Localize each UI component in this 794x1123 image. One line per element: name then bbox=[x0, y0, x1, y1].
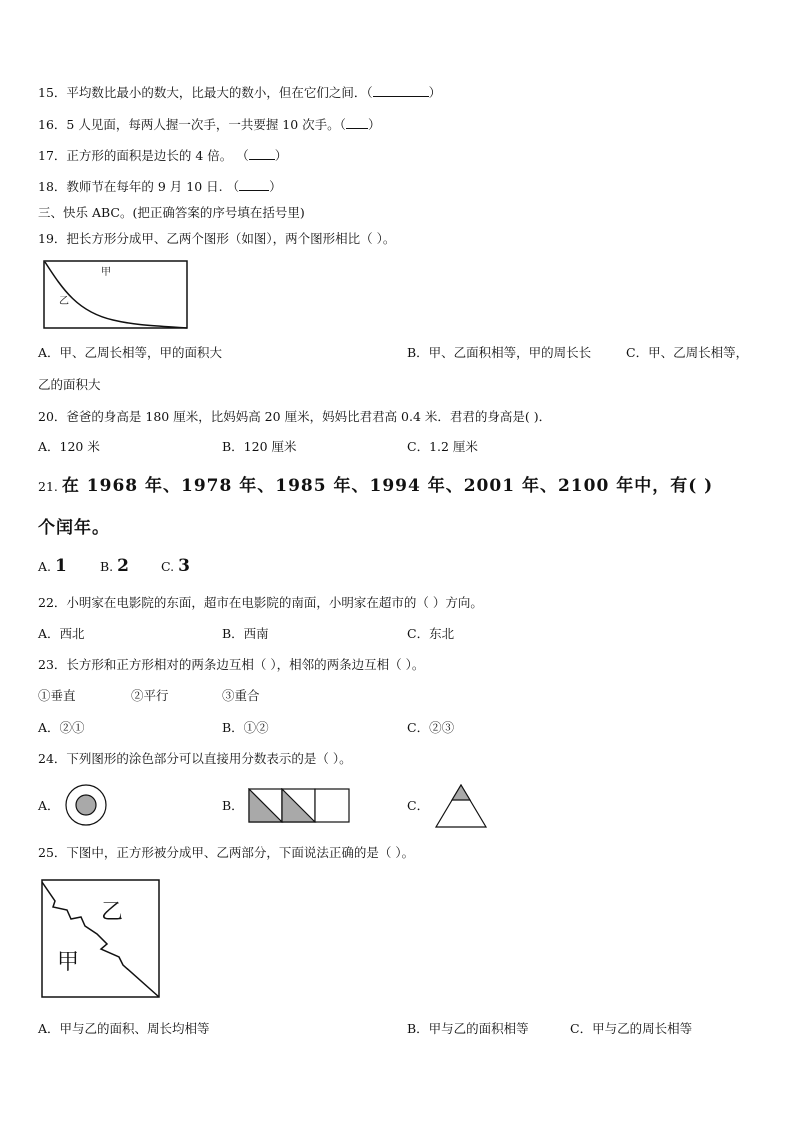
option-a[interactable]: A． bbox=[38, 798, 60, 813]
question-16-text: 16．5 人见面，每两人握一次手，一共要握 10 次手。（ bbox=[38, 117, 346, 132]
option-c[interactable]: C．甲与乙的周长相等 bbox=[570, 1021, 693, 1036]
choice-1: ①垂直 bbox=[38, 688, 76, 703]
option-c-continued: 乙的面积大 bbox=[38, 377, 101, 392]
label-yi: 乙 bbox=[101, 900, 124, 925]
option-a[interactable]: A．②① bbox=[38, 720, 85, 735]
question-15 bbox=[38, 83, 441, 101]
question-22-text: 22．小明家在电影院的东面，超市在电影院的南面，小明家在超市的（ ）方向。 bbox=[38, 595, 483, 610]
option-b[interactable]: B．甲、乙面积相等，甲的周长长 bbox=[407, 345, 592, 360]
option-label: C. bbox=[161, 559, 175, 574]
label-yi: 乙 bbox=[59, 296, 69, 307]
option-c[interactable]: C．②③ bbox=[407, 720, 455, 735]
option-a[interactable]: A．西北 bbox=[38, 626, 85, 641]
question-17-text: 17．正方形的面积是边长的 4 倍。 （ bbox=[38, 148, 249, 163]
square-split-figure bbox=[41, 879, 161, 999]
option-b[interactable] bbox=[100, 556, 130, 576]
choice-3: ③重合 bbox=[222, 688, 260, 703]
answer-blank[interactable] bbox=[239, 178, 269, 191]
option-c[interactable]: C．东北 bbox=[407, 626, 455, 641]
option-value: 1 bbox=[55, 556, 68, 576]
option-value: 3 bbox=[178, 556, 191, 576]
question-20-text: 20．爸爸的身高是 180 厘米，比妈妈高 20 厘米，妈妈比君君高 0.4 米．君君的身高是( )． bbox=[38, 409, 552, 424]
option-value: 2 bbox=[117, 556, 130, 576]
question-number: 21. bbox=[38, 479, 58, 494]
option-label: A. bbox=[38, 559, 52, 574]
option-label: B. bbox=[100, 559, 114, 574]
option-a[interactable] bbox=[38, 556, 68, 576]
option-b[interactable]: B． bbox=[222, 798, 244, 813]
question-16 bbox=[38, 115, 380, 133]
choice-2: ②平行 bbox=[131, 688, 169, 703]
paren-close: ） bbox=[428, 85, 442, 100]
answer-blank[interactable] bbox=[373, 84, 429, 97]
option-a[interactable]: A．甲与乙的面积、周长均相等 bbox=[38, 1021, 210, 1036]
option-b[interactable]: B．①② bbox=[222, 720, 269, 735]
question-19-text: 19．把长方形分成甲、乙两个图形（如图），两个图形相比（ ）。 bbox=[38, 231, 396, 246]
question-24-text: 24．下列图形的涂色部分可以直接用分数表示的是（ ）。 bbox=[38, 751, 352, 766]
question-25-text: 25．下图中，正方形被分成甲、乙两部分，下面说法正确的是（ ）。 bbox=[38, 845, 415, 860]
triangles-in-squares-figure bbox=[248, 788, 352, 824]
question-17 bbox=[38, 146, 287, 164]
paren-close: ） bbox=[269, 179, 282, 194]
option-a[interactable]: A．120 米 bbox=[38, 439, 100, 454]
section-heading: 三、快乐 ABC。(把正确答案的序号填在括号里) bbox=[38, 205, 305, 220]
option-a[interactable]: A．甲、乙周长相等，甲的面积大 bbox=[38, 345, 223, 360]
label-jia: 甲 bbox=[57, 950, 80, 975]
shaded-triangle-figure bbox=[434, 783, 488, 829]
paren-close: ） bbox=[367, 117, 381, 132]
question-21 bbox=[38, 471, 713, 496]
answer-blank[interactable] bbox=[346, 116, 368, 129]
rectangle-split-figure bbox=[43, 260, 189, 332]
label-jia: 甲 bbox=[101, 267, 111, 278]
question-21-continued: 个闰年。 bbox=[38, 518, 110, 538]
paren-close: ） bbox=[274, 148, 288, 163]
question-15-text: 15．平均数比最小的数大，比最大的数小，但在它们之间．（ bbox=[38, 85, 373, 100]
question-18-text: 18．教师节在每年的 9 月 10 日. （ bbox=[38, 179, 240, 194]
option-c[interactable] bbox=[161, 556, 191, 576]
question-23-text: 23．长方形和正方形相对的两条边互相（ ），相邻的两条边互相（ ）。 bbox=[38, 657, 425, 672]
option-c[interactable]: C．1.2 厘米 bbox=[407, 439, 478, 454]
concentric-circles-figure bbox=[64, 783, 108, 827]
option-b[interactable]: B．甲与乙的面积相等 bbox=[407, 1021, 529, 1036]
question-18 bbox=[38, 177, 282, 195]
option-b[interactable]: B．120 厘米 bbox=[222, 439, 297, 454]
option-c[interactable]: C． bbox=[407, 798, 430, 813]
question-21-text: 在 1968 年、1978 年、1985 年、1994 年、2001 年、2100 年中，有( ) bbox=[61, 476, 714, 496]
option-b[interactable]: B．西南 bbox=[222, 626, 269, 641]
option-c[interactable]: C．甲、乙周长相等， bbox=[626, 345, 749, 360]
answer-blank[interactable] bbox=[249, 147, 275, 160]
